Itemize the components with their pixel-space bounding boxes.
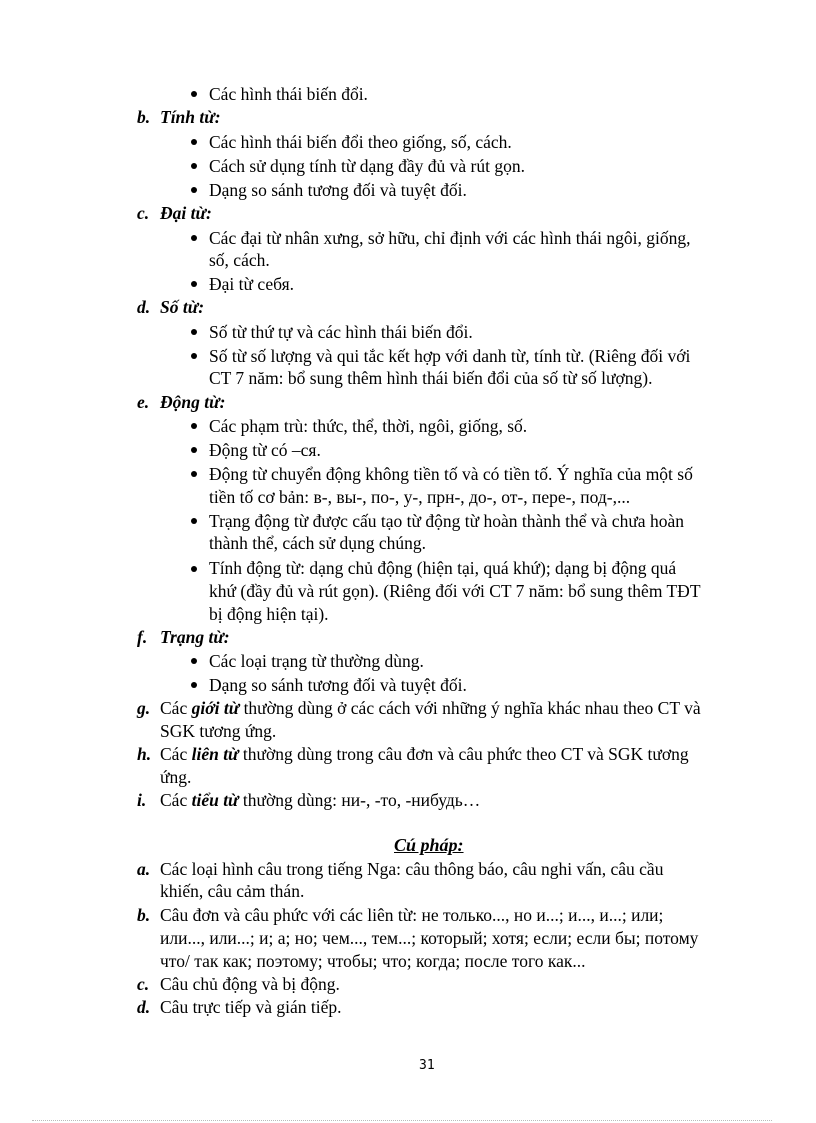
paragraph-line: ứng. <box>160 767 192 787</box>
bullet <box>191 471 197 477</box>
paragraph-line: что/ так как; поэтому; чтобы; что; когда; после того как... <box>160 951 586 971</box>
bullet <box>191 447 197 453</box>
paragraph-line <box>160 743 689 765</box>
list-item: Số từ thứ tự và các hình thái biến đổi. <box>209 322 473 342</box>
bullet <box>191 91 197 97</box>
paragraph-line <box>160 697 701 719</box>
text: thường dùng: ни-, -то, -нибудь… <box>238 790 481 810</box>
bullet <box>191 566 197 572</box>
text: thường dùng trong câu đơn và câu phức theo CT và SGK tương <box>238 744 689 764</box>
term: tiểu từ <box>191 790 239 810</box>
list-item: Dạng so sánh tương đối và tuyệt đối. <box>209 675 467 695</box>
list-item-continuation: thành thể, cách sử dụng chúng. <box>209 533 426 553</box>
list-item: Động từ chuyển động không tiền tố và có tiền tố. Ý nghĩa của một số <box>209 464 693 484</box>
text: thường dùng ở các cách với những ý nghĩa khác nhau theo CT và <box>239 698 701 718</box>
list-item: Các loại trạng từ thường dùng. <box>209 651 424 671</box>
list-item-continuation: bị động hiện tại). <box>209 604 329 624</box>
section-letter: d. <box>137 997 151 1017</box>
section-letter: b. <box>137 905 151 925</box>
paragraph-line: khiến, câu cảm thán. <box>160 881 305 901</box>
section-letter: c. <box>137 974 150 994</box>
footer-divider <box>32 1120 772 1121</box>
page-number: 31 <box>419 1058 435 1073</box>
paragraph-line: Câu trực tiếp và gián tiếp. <box>160 997 342 1017</box>
list-item: Động từ có –ся. <box>209 440 321 460</box>
section-letter: c. <box>137 203 150 223</box>
section-letter: h. <box>137 744 152 764</box>
bullet <box>191 281 197 287</box>
list-item: Các hình thái biến đổi. <box>209 84 368 104</box>
paragraph-line <box>160 789 480 811</box>
paragraph-line: или..., или...; и; а; но; чем..., тем...; который; хотя; если; если бы; потому <box>160 928 699 948</box>
bullet <box>191 353 197 359</box>
term: liên từ <box>191 744 239 764</box>
list-item: Đại từ себя. <box>209 274 295 294</box>
paragraph-line: Câu chủ động và bị động. <box>160 974 340 994</box>
list-item-continuation: tiền tố cơ bản: в-, вы-, по-, у-, прн-, до-, от-, пере-, под-,... <box>209 487 631 507</box>
section-letter: e. <box>137 392 150 412</box>
term: giới từ <box>191 698 240 718</box>
section-heading: Tính từ: <box>160 107 221 127</box>
bullet <box>191 682 197 688</box>
list-item: Các phạm trù: thức, thể, thời, ngôi, giống, số. <box>209 416 528 436</box>
text: Các <box>160 790 192 810</box>
section-letter: a. <box>137 859 151 879</box>
section-letter: f. <box>137 627 148 647</box>
section-title: Cú pháp: <box>394 835 464 855</box>
text: Các <box>160 698 192 718</box>
bullet <box>191 163 197 169</box>
bullet <box>191 423 197 429</box>
list-item: Cách sử dụng tính từ dạng đầy đủ và rút gọn. <box>209 156 525 176</box>
section-letter: i. <box>137 790 147 810</box>
list-item-continuation: số, cách. <box>209 250 270 270</box>
section-heading: Trạng từ: <box>160 627 230 647</box>
section-heading: Số từ: <box>160 297 205 317</box>
bullet <box>191 329 197 335</box>
section-letter: d. <box>137 297 151 317</box>
text: Các <box>160 744 192 764</box>
list-item: Các hình thái biến đổi theo giống, số, cách. <box>209 132 512 152</box>
paragraph-line: SGK tương ứng. <box>160 721 277 741</box>
section-heading: Đại từ: <box>160 203 212 223</box>
bullet <box>191 235 197 241</box>
bullet <box>191 658 197 664</box>
section-letter: b. <box>137 107 151 127</box>
bullet <box>191 518 197 524</box>
bullet <box>191 187 197 193</box>
list-item: Tính động từ: dạng chủ động (hiện tại, quá khứ); dạng bị động quá <box>209 558 677 578</box>
paragraph-line: Các loại hình câu trong tiếng Nga: câu thông báo, câu nghi vấn, câu cầu <box>160 859 664 879</box>
bullet <box>191 139 197 145</box>
list-item: Các đại từ nhân xưng, sở hữu, chỉ định với các hình thái ngôi, giống, <box>209 228 691 248</box>
list-item: Trạng động từ được cấu tạo từ động từ hoàn thành thể và chưa hoàn <box>209 511 684 531</box>
section-heading: Động từ: <box>160 392 226 412</box>
paragraph-line: Câu đơn và câu phức với các liên từ: не только..., но и...; и..., и...; или; <box>160 905 664 925</box>
section-letter: g. <box>137 698 151 718</box>
list-item: Dạng so sánh tương đối và tuyệt đối. <box>209 180 467 200</box>
list-item-continuation: CT 7 năm: bổ sung thêm hình thái biến đổi của số từ số lượng). <box>209 368 653 388</box>
list-item-continuation: khứ (đầy đủ và rút gọn). (Riêng đối với CT 7 năm: bổ sung thêm TĐT <box>209 581 701 601</box>
list-item: Số từ số lượng và qui tắc kết hợp với danh từ, tính từ. (Riêng đối với <box>209 346 691 366</box>
